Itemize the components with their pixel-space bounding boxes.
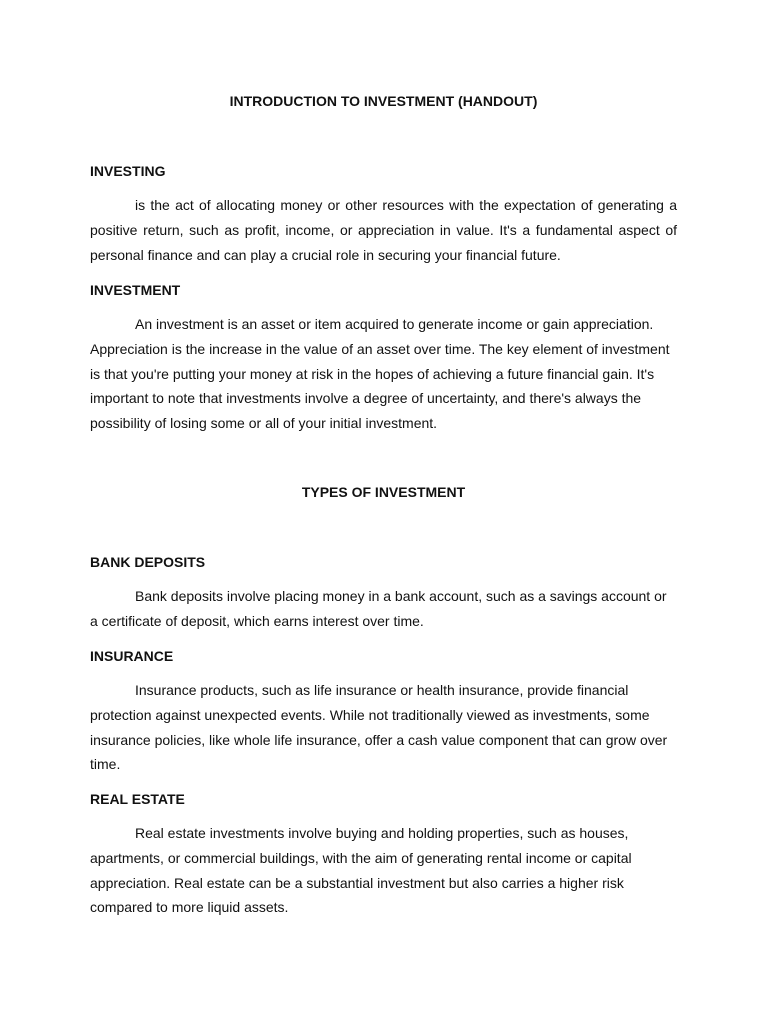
heading-real-estate: REAL ESTATE (90, 791, 185, 807)
heading-bank-deposits: BANK DEPOSITS (90, 554, 206, 570)
heading-investment: INVESTMENT (90, 282, 181, 298)
paragraph-investment: An investment is an asset or item acquired to generate income or gain appreciation. Appreciation is the increase in the value of an asset over time. The key element of investment is that you're putting your money at risk in the hopes of achieving a future financial gain. It's important to note that investments involve a degree of uncertainty, and there's always the possibility of losing some or all of your initial investment. (90, 316, 670, 431)
paragraph-investing: is the act of allocating money or other resources with the expectation of generating a positive return, such as profit, income, or appreciation in value. It's a fundamental aspect of personal finance and can play a crucial role in securing your financial future. (90, 197, 677, 263)
heading-insurance: INSURANCE (90, 648, 174, 664)
paragraph-bank-deposits: Bank deposits involve placing money in a bank account, such as a savings account or a certificate of deposit, which earns interest over time. (90, 588, 667, 629)
document-title: INTRODUCTION TO INVESTMENT (HANDOUT) (229, 93, 538, 109)
types-title: TYPES OF INVESTMENT (301, 484, 466, 500)
paragraph-real-estate: Real estate investments involve buying and holding properties, such as houses, apartments, or commercial buildings, with the aim of generating rental income or capital appreciation. Real estate can be a substantial investment but also carries a higher risk compared to more liquid assets. (90, 825, 632, 916)
heading-investing: INVESTING (90, 163, 166, 179)
paragraph-insurance: Insurance products, such as life insurance or health insurance, provide financial protection against unexpected events. While not traditionally viewed as investments, some insurance policies, like whole life insurance, offer a cash value component that can grow over time. (90, 682, 668, 773)
